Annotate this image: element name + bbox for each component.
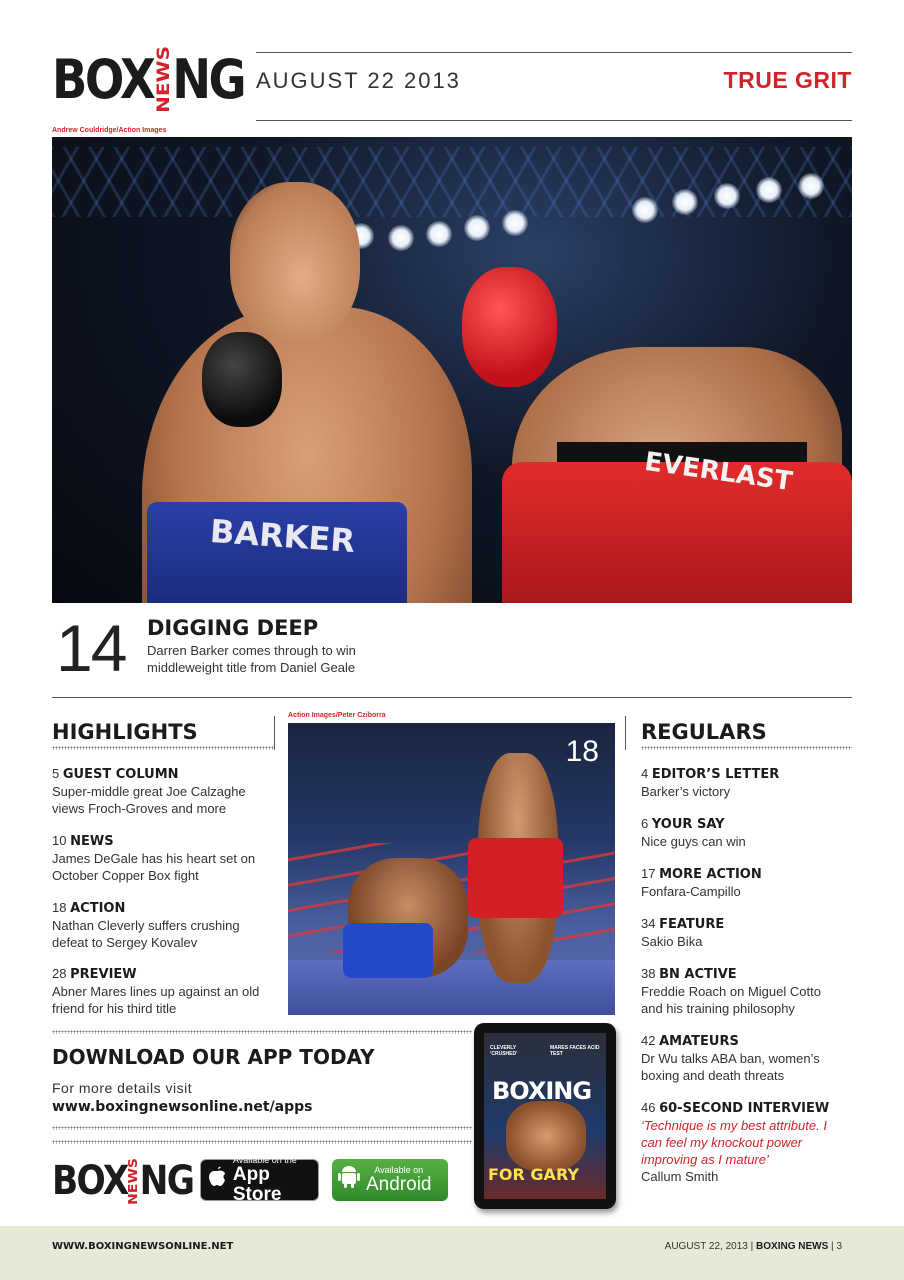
item-title: EDITOR’S LETTER: [651, 767, 780, 782]
item-desc: Super-middle great Joe Calzaghe views Froch-Groves and more: [52, 784, 246, 816]
item-title: BN ACTIVE: [659, 967, 737, 982]
footer-separator: |: [750, 1241, 754, 1252]
regular-item[interactable]: [641, 815, 846, 850]
boxing-news-logo[interactable]: [52, 45, 245, 113]
app-url-link[interactable]: www.boxingnewsonline.net/apps: [52, 1099, 313, 1115]
item-title: FEATURE: [659, 917, 725, 932]
tablet-screen: [484, 1033, 606, 1199]
lead-feature[interactable]: [52, 610, 852, 698]
android-store-button[interactable]: [332, 1159, 448, 1201]
android-small-label: Available on: [374, 1165, 424, 1175]
app-subtitle: For more details visit: [52, 1080, 193, 1096]
hero-photo-credit: Andrew Couldridge/Action Images: [52, 127, 167, 134]
item-desc: Abner Mares lines up against an old friend for his third title: [52, 984, 260, 1016]
geale-trunks: [502, 462, 852, 603]
feature-page-number: 14: [56, 611, 126, 685]
item-desc: Dr Wu talks ABA ban, women’s boxing and death threats: [641, 1051, 820, 1083]
hero-photo[interactable]: [52, 137, 852, 603]
feature-divider: [52, 697, 852, 698]
ring-canvas: [288, 960, 615, 1015]
footer-website[interactable]: WWW.BOXINGNEWSONLINE.NET: [52, 1241, 234, 1252]
arena-light: [798, 173, 824, 199]
item-page: 10: [52, 833, 67, 848]
barker-trunks-text: BARKER: [208, 511, 357, 561]
app-heading: DOWNLOAD OUR APP TODAY: [52, 1045, 375, 1069]
tablet-cover-tag-right: MARES FACES ACID TEST: [550, 1045, 600, 1057]
item-title: YOUR SAY: [651, 817, 725, 832]
highlight-item[interactable]: [52, 765, 267, 817]
highlight-item[interactable]: [52, 965, 267, 1017]
regular-item[interactable]: [641, 915, 846, 950]
footer-issue-info: [665, 1241, 842, 1252]
footer-publication: BOXING NEWS: [756, 1241, 829, 1252]
boxing-news-logo-small: [52, 1157, 194, 1205]
tablet-cover-fighter: [506, 1101, 586, 1171]
section-title: TRUE GRIT: [723, 67, 852, 93]
app-store-label: App Store: [232, 1164, 282, 1205]
page-footer: [0, 1226, 904, 1280]
item-page: 5: [52, 766, 60, 781]
highlights-dotted-rule: [52, 746, 274, 750]
mid-photo-credit: Action Images/Peter Cziborra: [288, 712, 386, 719]
item-page: 6: [641, 816, 649, 831]
arena-light: [632, 197, 658, 223]
masthead: [52, 45, 852, 113]
logo-text-ng: NG: [172, 47, 245, 111]
item-desc: Nice guys can win: [641, 834, 746, 849]
item-page: 4: [641, 766, 649, 781]
android-icon: [332, 1165, 366, 1195]
kneeling-fighter-trunks: [343, 923, 433, 978]
item-page: 38: [641, 966, 656, 981]
app-dotted-rule-mid: [52, 1126, 472, 1130]
feature-title: DIGGING DEEP: [147, 616, 319, 640]
logo-news-insert: NEWS: [126, 1157, 141, 1205]
app-store-button[interactable]: [200, 1155, 319, 1205]
regular-item[interactable]: [641, 1099, 851, 1185]
mid-photo-page-number: 18: [565, 735, 599, 768]
item-page: 18: [52, 900, 67, 915]
action-photo[interactable]: [288, 723, 615, 1015]
black-glove: [202, 332, 282, 427]
interview-quote: ‘Technique is my best attribute. I can feel my knockout power improving as I mature’: [641, 1118, 827, 1167]
item-title: 60-SECOND INTERVIEW: [659, 1101, 830, 1116]
red-glove: [462, 267, 557, 387]
regular-item[interactable]: [641, 865, 846, 900]
arena-light: [502, 210, 528, 236]
interview-name: Callum Smith: [641, 1169, 719, 1184]
arena-light: [672, 189, 698, 215]
tablet-cover-logo: BOXING: [492, 1077, 592, 1105]
item-title: AMATEURS: [659, 1034, 739, 1049]
android-label: Android: [366, 1174, 432, 1195]
item-page: 28: [52, 966, 67, 981]
footer-separator: |: [831, 1241, 834, 1252]
item-page: 46: [641, 1100, 656, 1115]
item-desc: Freddie Roach on Miguel Cotto and his training philosophy: [641, 984, 821, 1016]
tablet-app-preview[interactable]: [474, 1023, 616, 1209]
logo-text-box: BOX: [52, 1158, 128, 1204]
regulars-heading: REGULARS: [641, 720, 767, 744]
app-store-small-label: Available on the: [232, 1155, 297, 1165]
arena-light: [756, 177, 782, 203]
tablet-cover-headline: FOR GARY: [488, 1165, 579, 1184]
apple-icon: [201, 1165, 233, 1195]
item-desc: Fonfara-Campillo: [641, 884, 741, 899]
standing-fighter-trunks: [468, 838, 563, 918]
footer-date: AUGUST 22, 2013: [664, 1241, 748, 1252]
arena-light: [714, 183, 740, 209]
item-desc: Barker’s victory: [641, 784, 731, 799]
item-title: ACTION: [70, 901, 126, 916]
logo-text-box: BOX: [52, 47, 154, 111]
feature-description: Darren Barker comes through to win middleweight title from Daniel Geale: [147, 643, 356, 675]
highlight-item[interactable]: [52, 899, 267, 951]
app-dotted-rule-top: [52, 1030, 472, 1034]
logo-news-insert: NEWS: [152, 45, 174, 113]
geale-waistband-text: EVERLAST: [642, 446, 795, 498]
column-divider: [274, 716, 275, 750]
item-title: NEWS: [70, 834, 114, 849]
logo-text-ng: NG: [139, 1158, 194, 1204]
tablet-cover-tag-left: CLEVERLY ‘CRUSHED’: [490, 1045, 518, 1057]
boxer-barker-head: [230, 182, 360, 342]
arena-light: [426, 221, 452, 247]
column-divider: [625, 716, 626, 750]
regular-item[interactable]: [641, 765, 846, 800]
regular-item[interactable]: [641, 1032, 846, 1084]
regulars-dotted-rule: [641, 746, 852, 750]
highlight-item[interactable]: [52, 832, 267, 884]
header-rule-bottom: [256, 120, 852, 121]
arena-light: [464, 215, 490, 241]
arena-light: [388, 225, 414, 251]
highlights-heading: HIGHLIGHTS: [52, 720, 198, 744]
item-page: 42: [641, 1033, 656, 1048]
issue-date: AUGUST 22 2013: [256, 68, 461, 93]
footer-page-number: 3: [836, 1241, 842, 1252]
item-desc: James DeGale has his heart set on October Copper Box fight: [52, 851, 256, 883]
item-title: GUEST COLUMN: [62, 767, 179, 782]
item-desc: Sakio Bika: [641, 934, 703, 949]
item-desc: Nathan Cleverly suffers crushing defeat to Sergey Kovalev: [52, 918, 240, 950]
item-title: MORE ACTION: [659, 867, 762, 882]
regular-item[interactable]: [641, 965, 846, 1017]
header-rule-top: [256, 52, 852, 53]
app-dotted-rule-bottom: [52, 1140, 472, 1144]
item-page: 34: [641, 916, 656, 931]
item-page: 17: [641, 866, 656, 881]
item-title: PREVIEW: [70, 967, 137, 982]
